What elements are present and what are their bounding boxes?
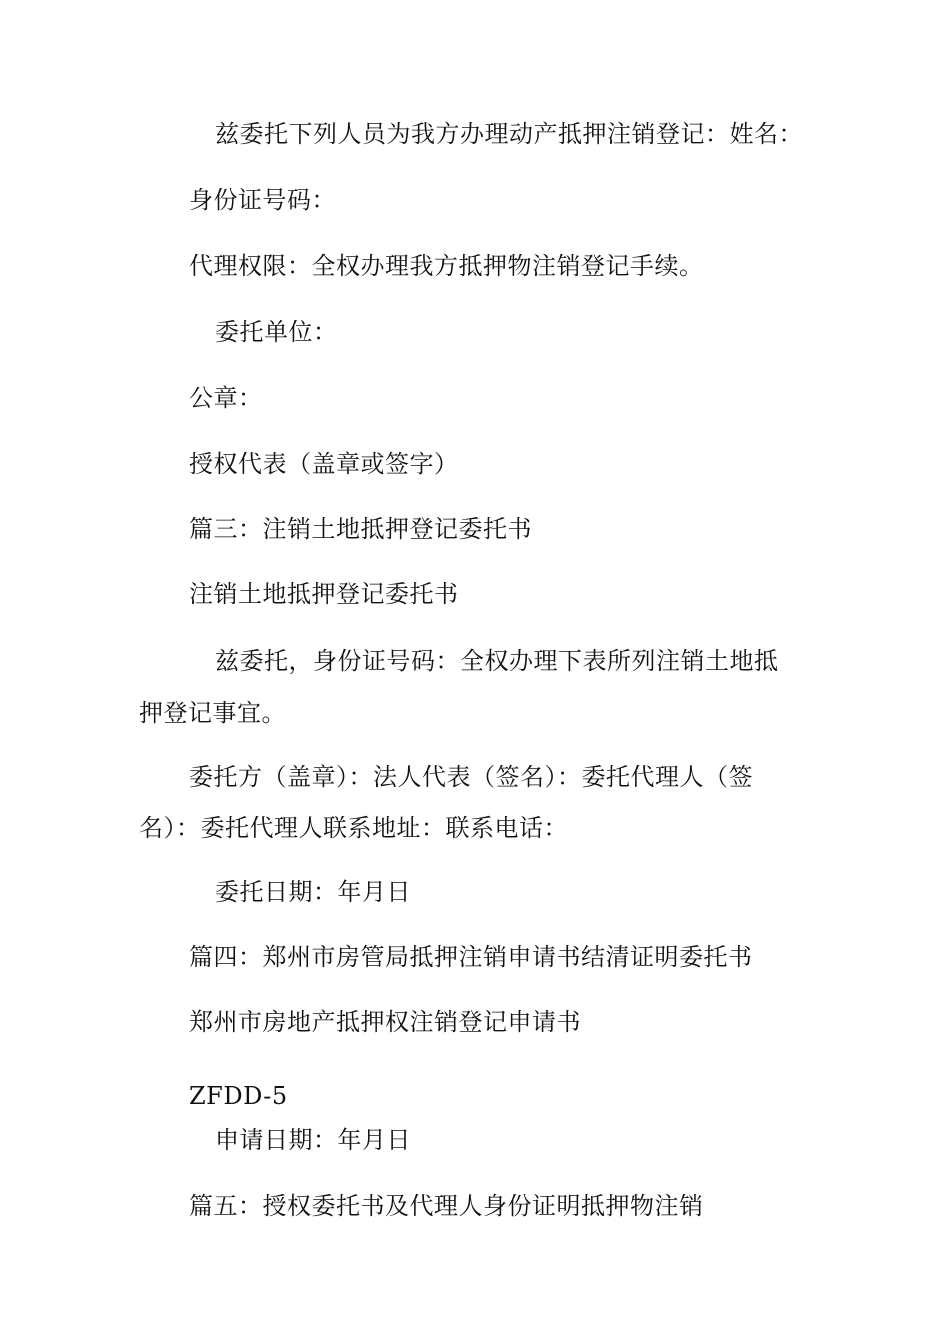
paragraph-entrust-date: 委托日期：年月日 [215, 878, 411, 906]
section-heading-part-three: 篇三：注销土地抵押登记委托书 [189, 515, 532, 543]
paragraph-authorized-representative: 授权代表（盖章或签字） [189, 450, 459, 478]
paragraph-agent-authority: 代理权限：全权办理我方抵押物注销登记手续。 [189, 252, 704, 280]
form-code: ZFDD-5 [189, 1082, 288, 1110]
section-heading-part-four: 篇四：郑州市房管局抵押注销申请书结清证明委托书 [189, 943, 753, 971]
document-title-zhengzhou-application: 郑州市房地产抵押权注销登记申请书 [189, 1008, 581, 1036]
section-heading-part-five: 篇五：授权委托书及代理人身份证明抵押物注销 [189, 1192, 704, 1220]
paragraph-entrust-personnel: 兹委托下列人员为我方办理动产抵押注销登记：姓名： [215, 120, 803, 148]
document-title-land-mortgage: 注销土地抵押登记委托书 [189, 580, 459, 608]
paragraph-id-number: 身份证号码： [189, 186, 336, 214]
paragraph-entrust-land-line-2: 押登记事宜。 [139, 699, 286, 727]
paragraph-entrusting-unit: 委托单位： [215, 318, 338, 346]
paragraph-signatures-line-2: 名）：委托代理人联系地址：联系电话： [139, 814, 568, 842]
paragraph-entrust-land-line-1: 兹委托，身份证号码：全权办理下表所列注销土地抵 [215, 647, 779, 675]
paragraph-official-seal: 公章： [189, 384, 263, 412]
paragraph-signatures-line-1: 委托方（盖章）：法人代表（签名）：委托代理人（签 [189, 763, 753, 791]
paragraph-application-date: 申请日期：年月日 [215, 1126, 411, 1154]
